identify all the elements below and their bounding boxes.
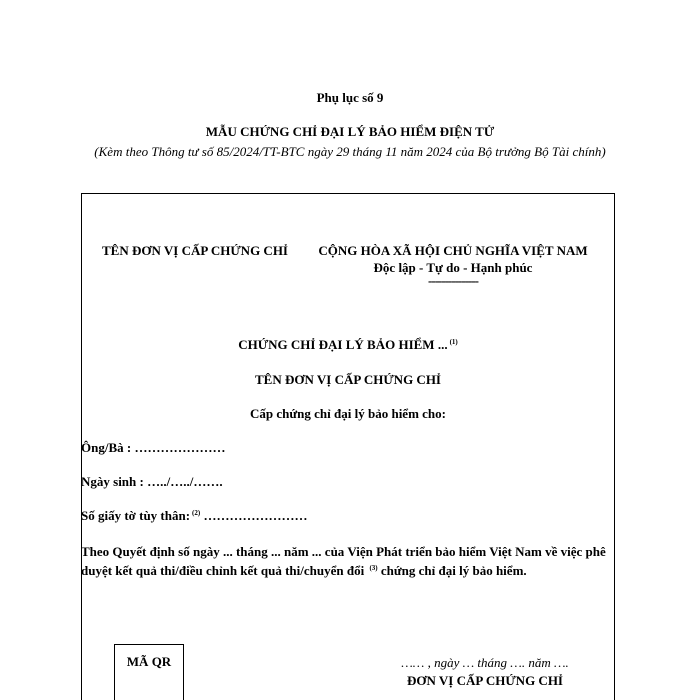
date-of-birth-field: Ngày sinh : …../…../……. — [81, 474, 223, 489]
signature-date: …… , ngày … tháng …. năm …. — [401, 655, 569, 670]
id-number-field — [81, 508, 615, 524]
issued-to-label: Cấp chứng chỉ đại lý bảo hiểm cho: — [250, 406, 446, 421]
decision-paragraph — [81, 543, 615, 579]
certificate-title — [81, 337, 615, 353]
issuer-header: TÊN ĐƠN VỊ CẤP CHỨNG CHỈ — [102, 243, 288, 258]
footnote-3-marker: (3) — [369, 564, 378, 572]
certificate-title-text: CHỨNG CHỈ ĐẠI LÝ BẢO HIỂM ... — [238, 337, 448, 352]
motto-divider: --------------- — [428, 273, 478, 288]
qr-code-label: MÃ QR — [126, 654, 172, 669]
issuer-name: TÊN ĐƠN VỊ CẤP CHỨNG CHỈ — [255, 372, 441, 387]
national-motto: Độc lập - Tự do - Hạnh phúc — [373, 260, 533, 275]
footnote-1-marker: (1) — [449, 338, 458, 346]
holder-name-field: Ông/Bà : ………………… — [81, 440, 226, 455]
footnote-2-marker: (2) — [192, 509, 201, 517]
id-number-value: …………………… — [203, 508, 308, 523]
decision-text-part2: chứng chỉ đại lý bảo hiểm. — [380, 563, 527, 578]
national-header — [296, 242, 610, 286]
legal-basis: (Kèm theo Thông tư số 85/2024/TT-BTC ngày 29 tháng 11 năm 2024 của Bộ trưởng Bộ Tài chính) — [94, 144, 606, 159]
decision-text-part1: Theo Quyết định số ngày ... tháng ... năm ... của Viện Phát triển bảo hiểm Việt Nam về việc phê duyệt kết quả thi/điều chỉnh kết quả thi/chuyển đổi — [81, 544, 606, 578]
nation-name: CỘNG HÒA XÃ HỘI CHỦ NGHĨA VIỆT NAM — [318, 243, 588, 258]
id-number-label: Số giấy tờ tùy thân: — [81, 508, 191, 523]
appendix-label: Phụ lục số 9 — [316, 90, 384, 105]
signing-unit: ĐƠN VỊ CẤP CHỨNG CHỈ — [406, 673, 563, 688]
qr-code-box — [114, 644, 184, 700]
form-title: MẪU CHỨNG CHỈ ĐẠI LÝ BẢO HIỂM ĐIỆN TỬ — [205, 124, 495, 139]
